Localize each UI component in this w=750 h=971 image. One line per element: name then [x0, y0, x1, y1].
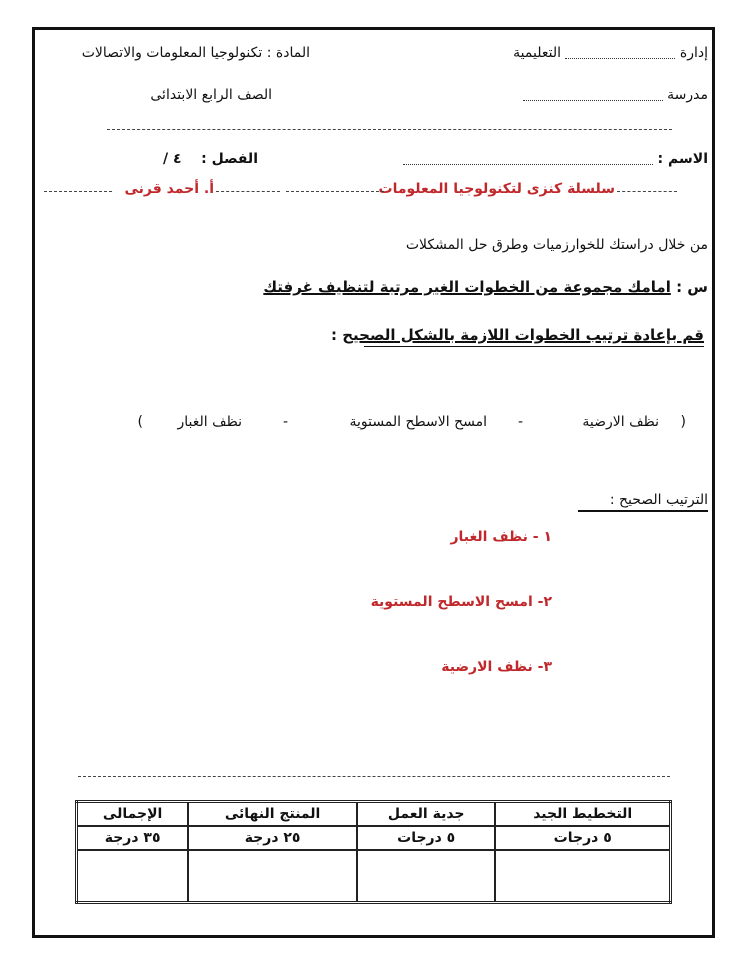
admin-suffix: التعليمية	[513, 45, 561, 61]
instruction-colon: :	[330, 326, 337, 344]
answer-step-1: ١ - نظف الغبار	[450, 529, 552, 545]
series-dash-1	[617, 191, 677, 192]
score-seriousness: ٥ درجات	[357, 826, 495, 850]
header-seriousness: جدية العمل	[357, 802, 495, 827]
series-dash-3	[216, 191, 280, 192]
blank-cell[interactable]	[357, 850, 495, 903]
score-final-product: ٢٥ درجة	[188, 826, 357, 850]
given-step-3: نظف الغبار	[177, 414, 242, 430]
instruction-line	[330, 326, 704, 347]
admin-blank	[565, 48, 675, 59]
question-text: امامك مجموعة من الخطوات الغير مرتبة لتنظيف غرفتك	[263, 278, 671, 296]
class-value: ٤ /	[163, 151, 182, 167]
header-planning: التخطيط الجيد	[495, 802, 670, 827]
score-total: ٣٥ درجة	[77, 826, 189, 850]
separator-2: -	[282, 414, 288, 430]
given-step-2: امسح الاسطح المستوية	[349, 414, 487, 430]
instruction-text: قم بإعادة ترتيب الخطوات اللازمة بالشكل الصحيح	[342, 326, 704, 344]
name-line	[403, 151, 708, 167]
separator-1: -	[517, 414, 523, 430]
intro-text: من خلال دراستك للخوارزميات وطرق حل المشكلات	[405, 237, 708, 253]
grading-table	[75, 800, 672, 904]
admin-line	[513, 45, 708, 61]
given-step-1: نظف الارضية	[582, 414, 659, 430]
teacher-name: أ. أحمد قرنى	[124, 181, 214, 197]
class-line	[163, 151, 258, 167]
subject-label: المادة :	[266, 45, 310, 61]
table-score-row	[77, 826, 671, 850]
table-blank-row	[77, 850, 671, 903]
series-dash-2	[286, 191, 384, 192]
admin-label: إدارة	[679, 45, 708, 61]
question-prefix: س :	[676, 278, 708, 296]
question-line	[263, 278, 708, 296]
blank-cell[interactable]	[495, 850, 670, 903]
school-line	[523, 87, 708, 103]
paren-close: )	[137, 414, 143, 430]
class-label: الفصل :	[201, 151, 258, 167]
blank-cell[interactable]	[77, 850, 189, 903]
header-final-product: المنتج النهائى	[188, 802, 357, 827]
grade: الصف الرابع الابتدائى	[150, 87, 272, 103]
subject-line	[82, 45, 310, 61]
table-header-row	[77, 802, 671, 827]
answer-step-2: ٢- امسح الاسطح المستوية	[370, 594, 552, 610]
answer-label: الترتيب الصحيح :	[578, 492, 708, 512]
school-blank	[523, 90, 663, 101]
answer-step-3: ٣- نظف الارضية	[441, 659, 552, 675]
name-blank	[403, 154, 653, 165]
paren-open: (	[680, 414, 686, 430]
header-total: الإجمالى	[77, 802, 189, 827]
series-title: سلسلة كنزى لتكنولوجيا المعلومات	[378, 181, 615, 197]
name-label: الاسم :	[657, 151, 708, 167]
school-label: مدرسة	[667, 87, 708, 103]
score-planning: ٥ درجات	[495, 826, 670, 850]
divider-1	[107, 129, 672, 130]
divider-2	[78, 776, 670, 777]
subject-value: تكنولوجيا المعلومات والاتصالات	[81, 45, 263, 61]
blank-cell[interactable]	[188, 850, 357, 903]
series-dash-4	[44, 191, 112, 192]
